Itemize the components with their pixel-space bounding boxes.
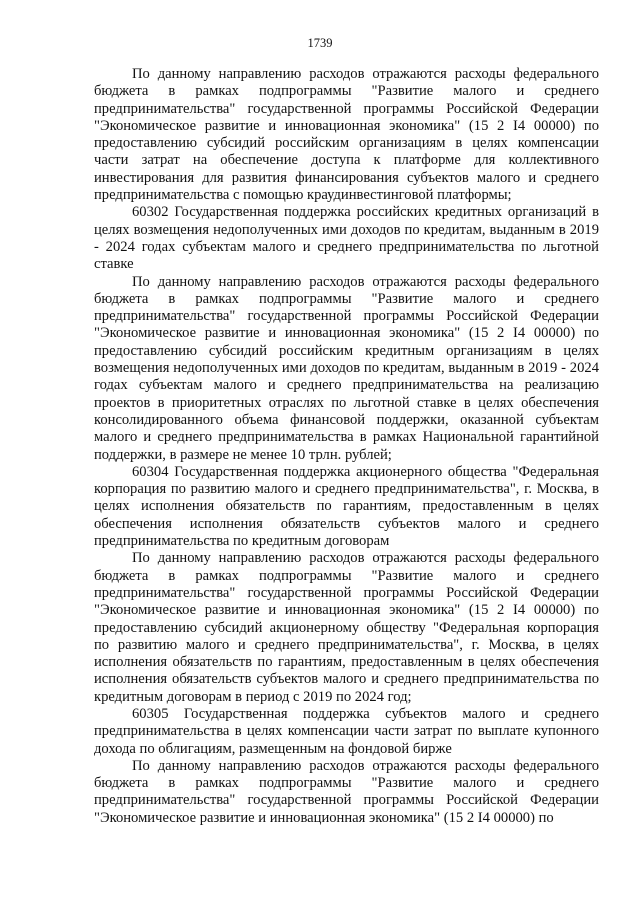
page-number: 1739 [307,36,333,50]
paragraph-3: По данному направлению расходов отражаются расходы федерального бюджета в рамках подпрограммы "Развитие малого и среднего предпринимательства" государственной программы Российской Федерации "Экономическое развитие и инновационная экономика" (15 2 I4 00000) по предоставлению субсидий российским кредитным организациям в целях возмещения недополученных ими доходов по кредитам, выданным в 2019 - 2024 годах субъектам малого и среднего предпринимательства на реализацию проектов в приоритетных отраслях по льготной ставке в целях обеспечения консолидированного объема финансовой поддержки, оказанной субъектам малого и среднего предпринимательства в рамках Национальной гарантийной поддержки, в размере не менее 10 трлн. рублей; [94,273,599,463]
paragraph-6: 60305 Государственная поддержка субъектов малого и среднего предпринимательства в целях компенсации части затрат по выплате купонного дохода по облигациям, размещенным на фондовой бирже [94,705,599,757]
document-body [94,66,599,827]
paragraph-1: По данному направлению расходов отражаются расходы федерального бюджета в рамках подпрограммы "Развитие малого и среднего предпринимательства" государственной программы Российской Федерации "Экономическое развитие и инновационная экономика" (15 2 I4 00000) по предоставлению субсидий российским организациям в целях компенсации части затрат на обеспечение доступа к платформе для коллективного инвестирования для развития финансирования субъектов малого и среднего предпринимательства с помощью краудинвестинговой платформы; [94,66,599,204]
paragraph-7: По данному направлению расходов отражаются расходы федерального бюджета в рамках подпрограммы "Развитие малого и среднего предпринимательства" государственной программы Российской Федерации "Экономическое развитие и инновационная экономика" (15 2 I4 00000) по [94,757,599,826]
paragraph-2: 60302 Государственная поддержка российских кредитных организаций в целях возмещения недополученных ими доходов по кредитам, выданным в 2019 - 2024 годах субъектам малого и среднего предпринимательства по льготной ставке [94,204,599,273]
paragraph-5: По данному направлению расходов отражаются расходы федерального бюджета в рамках подпрограммы "Развитие малого и среднего предпринимательства" государственной программы Российской Федерации "Экономическое развитие и инновационная экономика" (15 2 I4 00000) по предоставлению субсидий акционерному обществу "Федеральная корпорация по развитию малого и среднего предпринимательства", г. Москва, в целях исполнения обязательств по гарантиям, предоставленным в целях обеспечения исполнения обязательств субъектов малого и среднего предпринимательства по кредитным договорам в период с 2019 по 2024 год; [94,550,599,705]
paragraph-4: 60304 Государственная поддержка акционерного общества "Федеральная корпорация по развитию малого и среднего предпринимательства", г. Москва, в целях исполнения обязательств по гарантиям, предоставленным в целях обеспечения исполнения обязательств субъектов малого и среднего предпринимательства по кредитным договорам [94,463,599,550]
